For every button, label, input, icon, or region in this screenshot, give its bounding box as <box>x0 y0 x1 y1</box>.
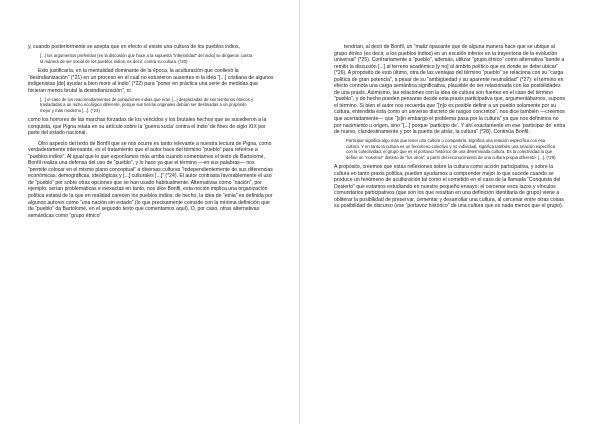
body-paragraph: y, cuando posteriormente se acepta que en efecto sí existe una cultura de los pueblos indios, <box>28 44 240 50</box>
left-text-column <box>28 44 274 219</box>
body-paragraph: Esto justificaría, en la mentalidad dominante de la época, la aculturación que conllevó la “desindianización” (*21) en un proceso en el cual no estuvieron ausentes ni la idea “[...] cristiana de algunos indigenistas [de] ayudar a bien morir al indio” (*22) para “poner en práctica una serie de medidas que hicieran menos brutal la desindianización”, ni <box>28 67 274 94</box>
block-quote: [...] los argumentos preferidos [en la discusión que hace a la supuesta “inferioridad” del indio] se dirigieron contra la manera de ser social de los pueblos indios, es decir: contra su cultura. (*20) <box>40 53 253 64</box>
right-text-column <box>334 44 566 210</box>
body-paragraph: A propósito, creemos que estas reflexiones sobre la cultura como acción participativa, y sobre la cultura en tanto praxis política, pueden ayudarnos a comprender mejor lo que sucede cuando se produce un fenómeno de aculturación tal como el cometido en el caso de la llamada “Conquista del Desierto” que estamos estudiando en nuestro pequeño ensayo: el cercenar esos lazos y vínculos comunitarios participativos (que son los que resultan en una definición identitaria de grupo) viene a obliterar la posibilidad de preservar, cementar y desarrollar una cultura, al cercenar entre otras cosas su posibilidad de discurso (ese “portavoz histórico” de una cultura que es nada menos que el grupo). <box>334 163 564 210</box>
body-paragraph: tendrían, al decir de Bonfil, un “matiz opacante que de alguna manera hace que se ubique al grupo étnico (es decir, a los pueblos indios) en un escalón inferior en la trayectoria de la evolución universal” (*25). Contrariamente a “pueblo”, además, utilizar “grupo étnico” como alternativa “tiende a remitir la discusión [...] al terreno académico [y no] al ámbito político que es donde se debe ubicar” (*26). A propósito de esto último, otra de las ventajas del término “pueblo” se relaciona con su “carga política de gran potencia”, a pesar de su “ambigüedad y su aparente neutralidad” (*27): el término en efecto connota una carga semántica significativa, plausible de ser relacionada con las posibilidades de una praxis. Asimismo, las relaciones con la idea de cultura son fuertes en el caso del término “pueblo”, y de hecho pueden pensarse desde esta praxis participativa que, argumentábamos, supone el término. Si bien el autor nos recuerda que “[n]o es posible definir a un pueblo solamente por su cultura, entendida ésta como un universo discreto de rasgos concretos”, nos dice también —creemos que acertadamente— que “[s]in embargo el problema pasa por la cultura” ya que nos definimos no por nacimiento u origen, sino “[...] porque ‘participo de’. Y ahí exactamente en ese ‘participar de’ entra de nuevo, clandestinamente y por la puerta de atrás, la cultura” (*28). Continúa Bonfil: <box>334 44 566 136</box>
body-paragraph: Otro aspecto del texto de Bonfil que se nos ocurre es tanto relevante a nuestra lectura de Pigna, como verdaderamente interesante, es el tratamiento que el autor hace del término “pueblo” para referirse a “pueblos indios”. Al igual que lo que exponíamos más arriba cuando comentamos el texto de Bartolomé, Bonfil realiza una defensa del uso de “pueblo”, y lo hace ya que el término —en sus palabras— nos “permite colocar en el mismo plano conceptual” a diversas culturas “independientemente de sus diferencias económicas, demográficas, ideológicas y [...] culturales [...]” (*24). El autor contrasta favorablemente el uso de “pueblo” por sobre otras opciones que se han usado habitualmente. Alternativas como “nación”, por ejemplo, serían problemáticas e inexactas en tanto, nos dice Bonfil, esta noción implica una organización política estatal de la que en realidad carecen los pueblos indios; de hecho, la idea de “etnia” es definida por algunos autores como “una nación sin estado” (lo que precisamente coincide con la mínima definición que de “pueblo” da Bartolomé, en el segundo texto que comentamos aquí). O, por caso, otras alternativas semánticas como “grupo étnico” <box>28 140 273 219</box>
body-paragraph: como los horrores de las marchas forzadas de los vencidos y los brutales hechos que se sucedieron a la conquista, que Pigna relata en su artículo sobre la ‘guerra sucia’ contra el indio’ de fines de siglo XIX por parte del estado nacional. <box>28 117 267 137</box>
block-quote: [...] el caso de los reacomodamientos de poblaciones indias que eran [...] desplazadas de sus territorios étnicos y trasladadas a un nicho ecológico diferente, porque sus tierras originales debían ser destinadas a un propósito mejor y más moderno [...]. (*23) <box>40 96 254 113</box>
right-page <box>300 0 600 424</box>
block-quote: Participar significa algo más que tener una cultura o compartirla. Significa una relación específica con esa cultura. Y en tanto la cultura es un fenómeno colectivo y no individual, significa también una relación específica con la colectividad, el grupo que es el portavoz histórico de una determinada cultura. Es la colectividad la que define un “nosotros” distinto de “los otros”, a partir del reconocimiento de una cultura propia diferente. [...]. (*29) <box>346 138 556 160</box>
